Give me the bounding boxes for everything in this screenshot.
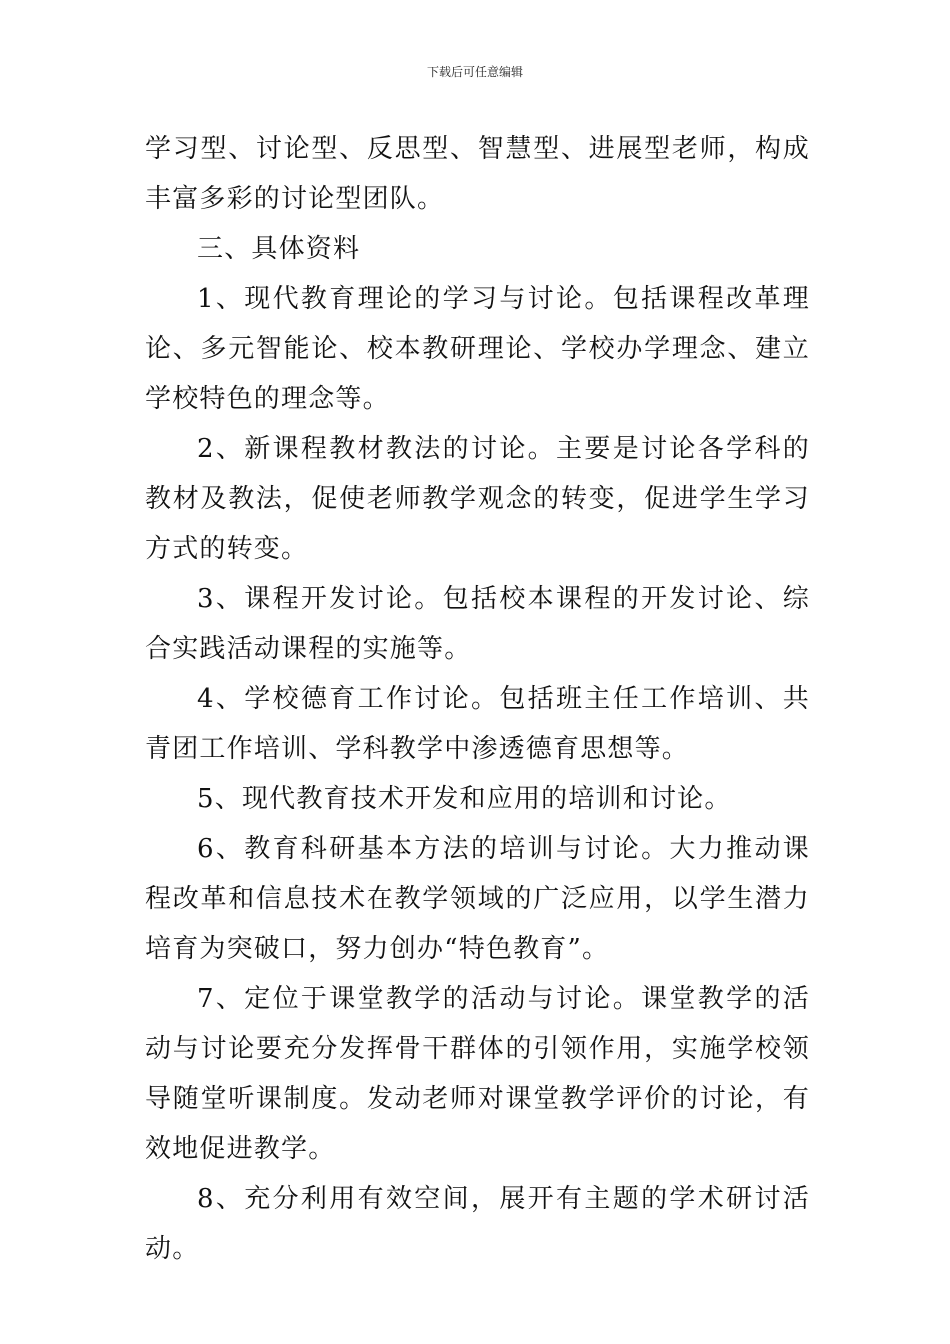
list-item-7: 7、定位于课堂教学的活动与讨论。课堂教学的活动与讨论要充分发挥骨干群体的引领作用，实施学校领导随堂听课制度。发动老师对课堂教学评价的讨论，有效地促进教学。 bbox=[145, 984, 810, 1164]
list-item-3: 3、课程开发讨论。包括校本课程的开发讨论、综合实践活动课程的实施等。 bbox=[145, 584, 810, 664]
section-heading: 三、具体资料 bbox=[197, 234, 361, 264]
document-body bbox=[145, 124, 810, 1274]
list-item-6: 6、教育科研基本方法的培训与讨论。大力推动课程改革和信息技术在教学领域的广泛应用，以学生潜力培育为突破口，努力创办“特色教育”。 bbox=[145, 834, 810, 964]
page-header: 下载后可任意编辑 bbox=[426, 65, 523, 79]
list-item-5: 5、现代教育技术开发和应用的培训和讨论。 bbox=[197, 784, 732, 814]
list-item-8: 8、充分利用有效空间，展开有主题的学术研讨活动。 bbox=[145, 1184, 810, 1264]
paragraph-continuation: 学习型、讨论型、反思型、智慧型、进展型老师，构成丰富多彩的讨论型团队。 bbox=[145, 134, 810, 214]
list-item-4: 4、学校德育工作讨论。包括班主任工作培训、共青团工作培训、学科教学中渗透德育思想等。 bbox=[145, 684, 810, 764]
list-item-1: 1、现代教育理论的学习与讨论。包括课程改革理论、多元智能论、校本教研理论、学校办学理念、建立学校特色的理念等。 bbox=[145, 284, 810, 414]
list-item-2: 2、新课程教材教法的讨论。主要是讨论各学科的教材及教法，促使老师教学观念的转变，促进学生学习方式的转变。 bbox=[145, 434, 810, 564]
